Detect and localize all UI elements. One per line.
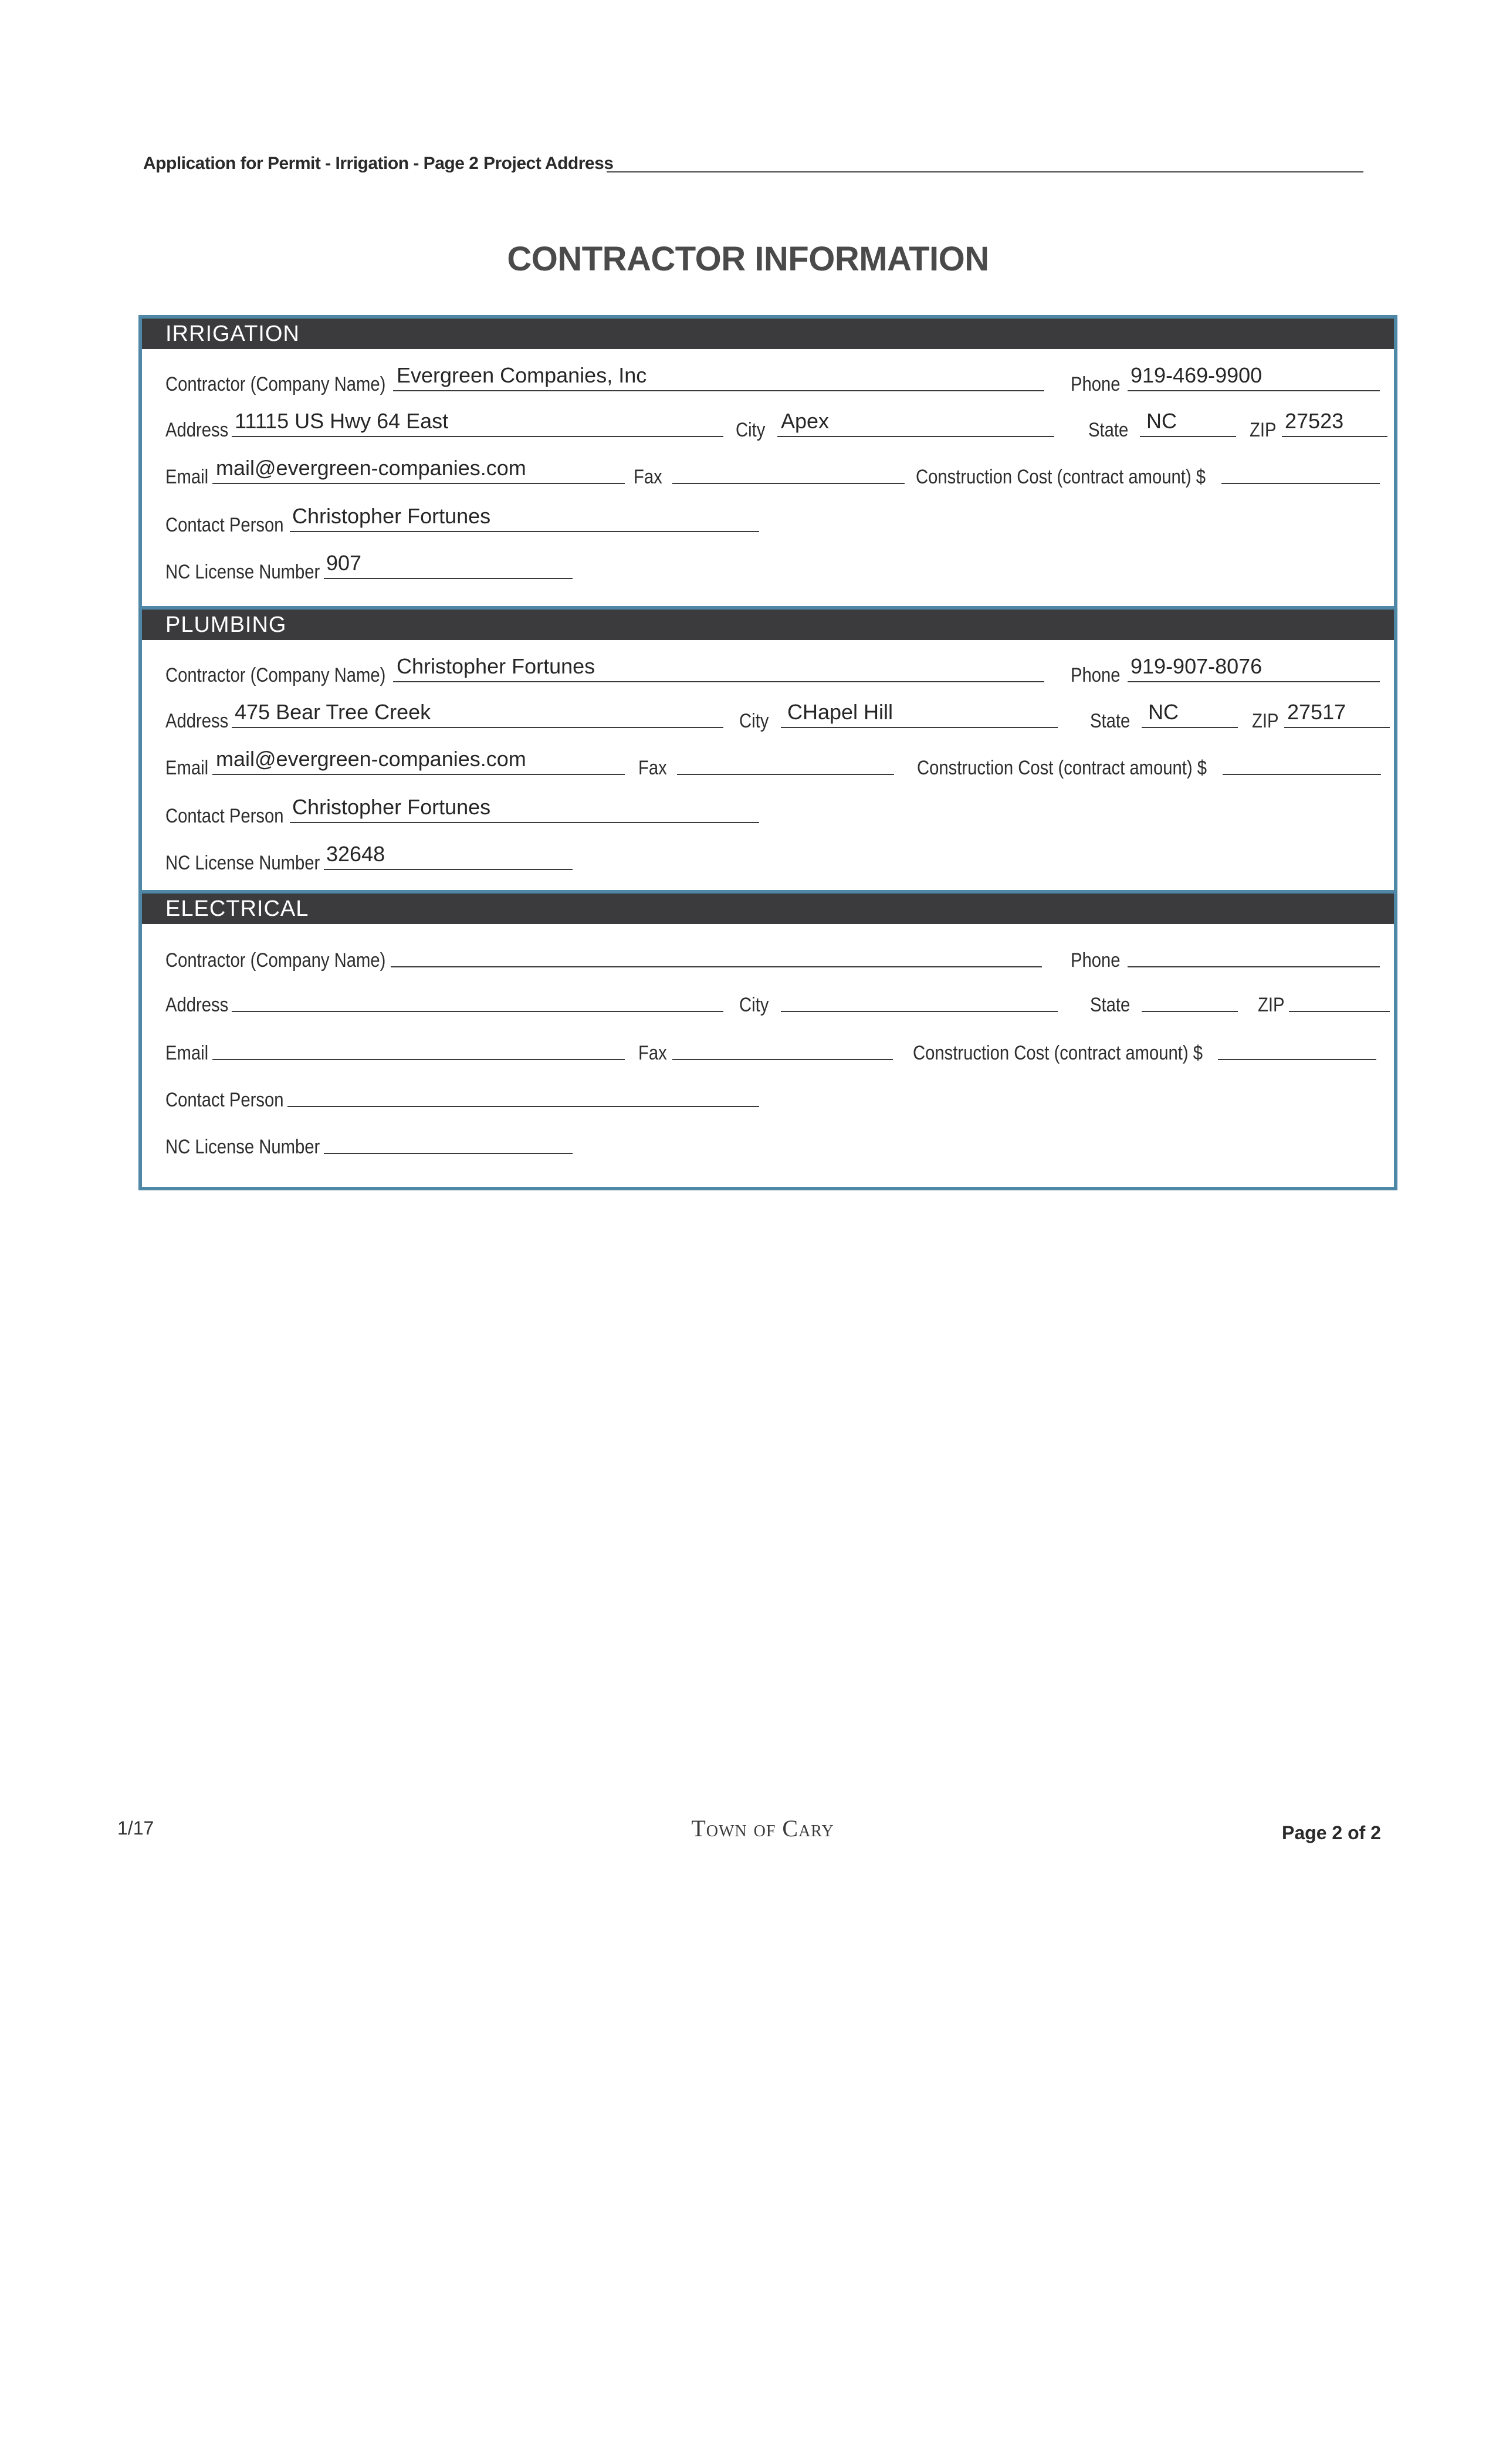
state-label: State — [1090, 710, 1131, 732]
license-label: NC License Number — [165, 1136, 320, 1158]
contractor-label: Contractor (Company Name) — [165, 664, 386, 686]
contact-value: Christopher Fortunes — [292, 504, 491, 528]
contractor-field[interactable] — [165, 652, 1374, 687]
form-name: Application for Permit - Irrigation - Page 2 — [143, 154, 479, 173]
email-label: Email — [165, 466, 209, 488]
license-value: 907 — [326, 551, 362, 575]
contractor-form — [138, 315, 1397, 1190]
address-label: Address — [165, 994, 229, 1016]
state-label: State — [1088, 419, 1129, 441]
contact-field[interactable] — [165, 793, 869, 828]
address-field[interactable] — [165, 981, 1374, 1017]
license-label: NC License Number — [165, 561, 320, 583]
phone-value: 919-907-8076 — [1131, 654, 1263, 678]
project-address-field[interactable] — [607, 171, 1363, 172]
city-label: City — [736, 419, 766, 441]
page-number: Page 2 of 2 — [1282, 1822, 1381, 1843]
cost-label: Construction Cost (contract amount) $ — [917, 757, 1207, 779]
license-field[interactable] — [165, 549, 693, 584]
fax-label: Fax — [638, 757, 667, 779]
contact-label: Contact Person — [165, 514, 284, 536]
zip-label: ZIP — [1258, 994, 1285, 1016]
contact-field[interactable] — [165, 1077, 869, 1112]
email-value: mail@evergreen-companies.com — [216, 747, 526, 771]
contact-label: Contact Person — [165, 1089, 284, 1111]
address-value: 11115 US Hwy 64 East — [235, 409, 449, 433]
revision-date: 1/17 — [117, 1817, 154, 1839]
address-field[interactable] — [165, 407, 1374, 442]
license-label: NC License Number — [165, 852, 320, 874]
zip-value: 27517 — [1287, 700, 1346, 724]
fax-label: Fax — [638, 1042, 667, 1064]
phone-label: Phone — [1071, 949, 1121, 972]
section-heading: IRRIGATION — [142, 319, 1394, 349]
email-field[interactable] — [165, 744, 1374, 780]
address-label: Address — [165, 710, 229, 732]
contractor-value: Christopher Fortunes — [397, 654, 595, 678]
zip-label: ZIP — [1250, 419, 1277, 441]
contact-label: Contact Person — [165, 805, 284, 827]
state-label: State — [1090, 994, 1131, 1016]
contact-value: Christopher Fortunes — [292, 795, 491, 819]
address-value: 475 Bear Tree Creek — [235, 700, 431, 724]
zip-value: 27523 — [1285, 409, 1344, 433]
email-field[interactable] — [165, 453, 1374, 489]
state-value: NC — [1146, 409, 1177, 433]
project-address-label: Project Address — [483, 154, 614, 173]
phone-value: 919-469-9900 — [1131, 363, 1263, 387]
contractor-field[interactable] — [165, 937, 1374, 972]
section-heading: PLUMBING — [142, 610, 1394, 640]
city-label: City — [739, 710, 769, 732]
phone-label: Phone — [1071, 664, 1121, 686]
page-title: CONTRACTOR INFORMATION — [507, 240, 989, 278]
zip-label: ZIP — [1252, 710, 1279, 732]
license-value: 32648 — [326, 842, 385, 866]
page-header — [143, 150, 1363, 180]
city-value: CHapel Hill — [787, 700, 893, 724]
city-value: Apex — [781, 409, 830, 433]
cost-label: Construction Cost (contract amount) $ — [913, 1042, 1203, 1064]
email-field[interactable] — [165, 1030, 1374, 1065]
section-heading: ELECTRICAL — [142, 893, 1394, 924]
phone-label: Phone — [1071, 373, 1121, 395]
email-label: Email — [165, 757, 209, 779]
contact-field[interactable] — [165, 502, 869, 537]
contractor-value: Evergreen Companies, Inc — [397, 363, 647, 387]
cost-label: Construction Cost (contract amount) $ — [916, 466, 1206, 488]
email-value: mail@evergreen-companies.com — [216, 456, 526, 480]
license-field[interactable] — [165, 1123, 693, 1159]
town-logo: Town of Cary — [691, 1815, 834, 1842]
state-value: NC — [1148, 700, 1179, 724]
contractor-label: Contractor (Company Name) — [165, 949, 386, 972]
license-field[interactable] — [165, 840, 693, 875]
email-label: Email — [165, 1042, 209, 1064]
contractor-label: Contractor (Company Name) — [165, 373, 386, 395]
city-label: City — [739, 994, 769, 1016]
address-field[interactable] — [165, 698, 1374, 733]
contractor-field[interactable] — [165, 361, 1374, 396]
address-label: Address — [165, 419, 229, 441]
fax-label: Fax — [634, 466, 662, 488]
